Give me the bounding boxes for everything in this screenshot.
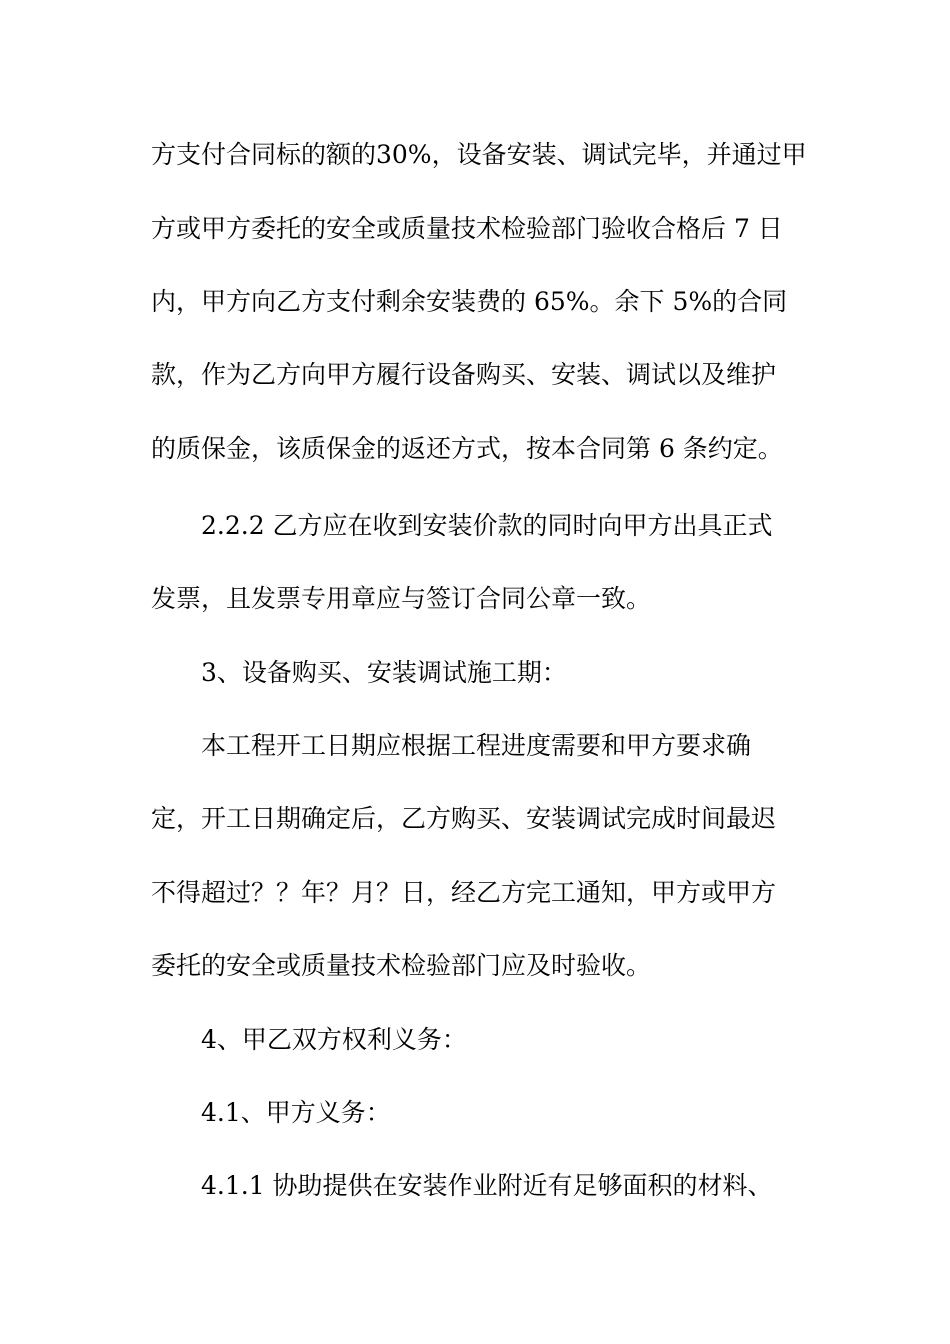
text-line: 款，作为乙方向甲方履行设备购买、安装、调试以及维护 <box>151 360 777 389</box>
section-heading: 4、甲乙双方权利义务： <box>201 1025 467 1054</box>
text-line: 内，甲方向乙方支付剩余安装费的 65%。余下 5%的合同 <box>151 287 788 316</box>
text-line: 委托的安全或质量技术检验部门应及时验收。 <box>151 951 652 980</box>
text-line: 2.2.2 乙方应在收到安装价款的同时向甲方出具正式 <box>201 511 773 540</box>
text-line: 的质保金，该质保金的返还方式，按本合同第 6 条约定。 <box>151 434 783 463</box>
text-line: 方支付合同标的额的30%，设备安装、调试完毕，并通过甲 <box>151 140 807 169</box>
text-line: 发票，且发票专用章应与签订合同公章一致。 <box>151 584 652 613</box>
section-heading: 3、设备购买、安装调试施工期： <box>201 658 567 687</box>
text-line: 定，开工日期确定后，乙方购买、安装调试完成时间最迟 <box>151 804 777 833</box>
subsection-heading: 4.1、甲方义务： <box>201 1098 391 1127</box>
text-line: 不得超过？？年？月？日，经乙方完工通知，甲方或甲方 <box>151 878 777 907</box>
text-line: 本工程开工日期应根据工程进度需要和甲方要求确 <box>201 731 752 760</box>
text-line: 4.1.1 协助提供在安装作业附近有足够面积的材料、 <box>201 1171 773 1200</box>
text-line: 方或甲方委托的安全或质量技术检验部门验收合格后 7 日 <box>151 214 783 243</box>
